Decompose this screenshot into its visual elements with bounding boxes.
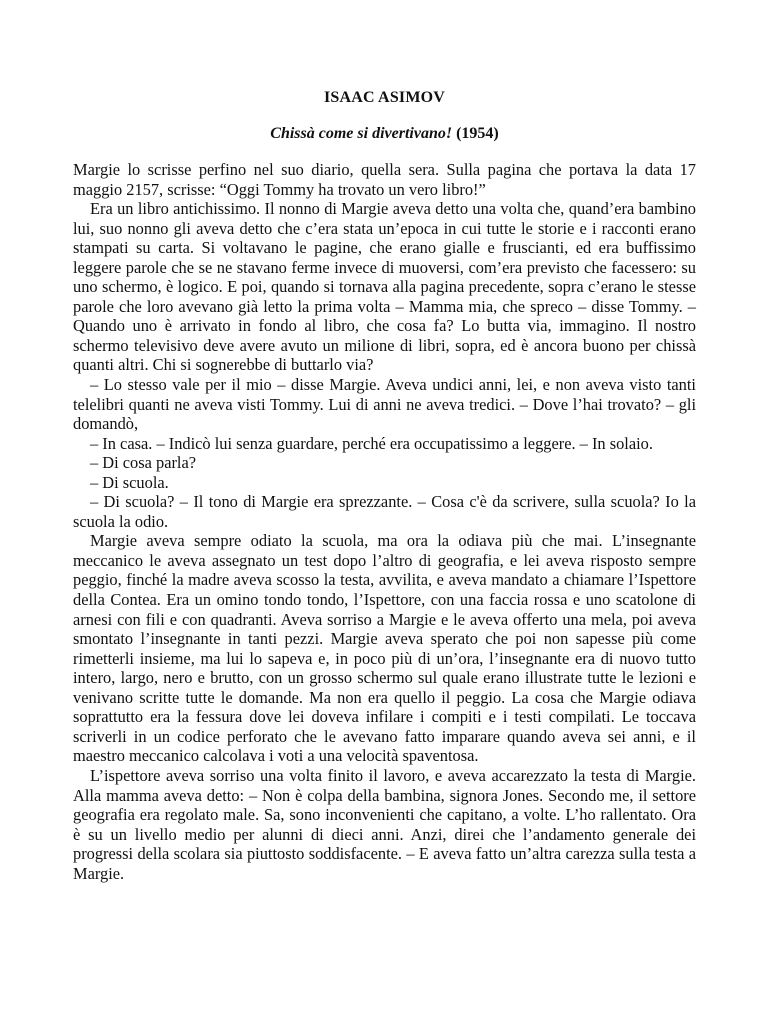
- paragraph: – Di scuola.: [90, 472, 169, 492]
- story-title-text: Chissà come si divertivano!: [270, 125, 453, 142]
- paragraph: Margie aveva sempre odiato la scuola, ma ora la odiava più che mai. L’insegnante meccanico le aveva assegnato un test dopo l’altro di geografia, e lei aveva risposto sempre peggio, finché la madre aveva scosso la testa, avvilita, e aveva mandato a chiamare l’Ispettore della Contea. Era un omino tondo tondo, l’Ispettore, con una faccia rossa e uno scatolone di arnesi con fili e con quadranti. Aveva sorriso a Margie e le aveva offerto una mela, poi aveva smontato l’insegnante in tanti pezzi. Margie aveva sperato che poi non sapesse più come rimetterli insieme, ma lui lo sapeva e, in poco più di un’ora, l’insegnante era di nuovo tutto intero, largo, nero e brutto, con un grosso schermo sul quale erano illustrate tutte le lezioni e venivano scritte tutte le domande. Ma non era quello il peggio. La cosa che Margie odiava soprattutto era la fessura dove lei doveva infilare i compiti e i testi compilati. Le toccava scriverli in un codice perforato che le avevano fatto imparare quando aveva sei anni, e il maestro meccanico calcolava i voti a una velocità spaventosa.: [73, 531, 696, 766]
- paragraph: – Lo stesso vale per il mio – disse Margie. Aveva undici anni, lei, e non aveva visto tanti telelibri quanti ne aveva visti Tommy. Lui di anni ne aveva tredici. – Dove l’hai trovato? – gli domandò,: [73, 375, 696, 434]
- paragraph: – Di scuola? – Il tono di Margie era sprezzante. – Cosa c'è da scrivere, sulla scuola? Io la scuola la odio.: [73, 492, 696, 531]
- author-heading: ISAAC ASIMOV: [323, 89, 446, 106]
- paragraph: – In casa. – Indicò lui senza guardare, perché era occupatissimo a leggere. – In solaio.: [90, 433, 653, 453]
- story-title: [73, 124, 696, 144]
- paragraph: L’ispettore aveva sorriso una volta finito il lavoro, e aveva accarezzato la testa di Margie. Alla mamma aveva detto: – Non è colpa della bambina, signora Jones. Secondo me, il settore geografia era regolato male. Sa, sono inconvenienti che capitano, a volte. L’ho rallentato. Ora è su un livello medio per alunni di dieci anni. Anzi, direi che l’andamento generale dei progressi della scolara sia piuttosto soddisfacente. – E aveva fatto un’altra carezza sulla testa a Margie.: [73, 765, 696, 883]
- paragraph: – Di cosa parla?: [90, 453, 197, 473]
- story-body: [73, 160, 696, 883]
- paragraph: Era un libro antichissimo. Il nonno di Margie aveva detto una volta che, quand’era bambino lui, suo nonno gli aveva detto che c’era stata un’epoca in cui tutte le storie e i racconti erano stampati su carta. Si voltavano le pagine, che erano gialle e fruscianti, ed era buffissimo leggere parole che se ne stavano ferme invece di muoversi, com’era previsto che facessero: su uno schermo, è logico. E poi, quando si tornava alla pagina precedente, sopra c’erano le stesse parole che loro avevano già letto la prima volta – Mamma mia, che spreco – disse Tommy. – Quando uno è arrivato in fondo al libro, che cosa fa? Lo butta via, immagino. Il nostro schermo televisivo deve avere avuto un milione di libri, sopra, ed è ancora buono per chissà quanti altri. Chi si sognerebbe di buttarlo via?: [73, 199, 696, 375]
- document-page: [73, 0, 696, 1024]
- story-year: (1954): [456, 125, 499, 142]
- paragraph: Margie lo scrisse perfino nel suo diario, quella sera. Sulla pagina che portava la data 17 maggio 2157, scrisse: “Oggi Tommy ha trovato un vero libro!”: [73, 160, 696, 199]
